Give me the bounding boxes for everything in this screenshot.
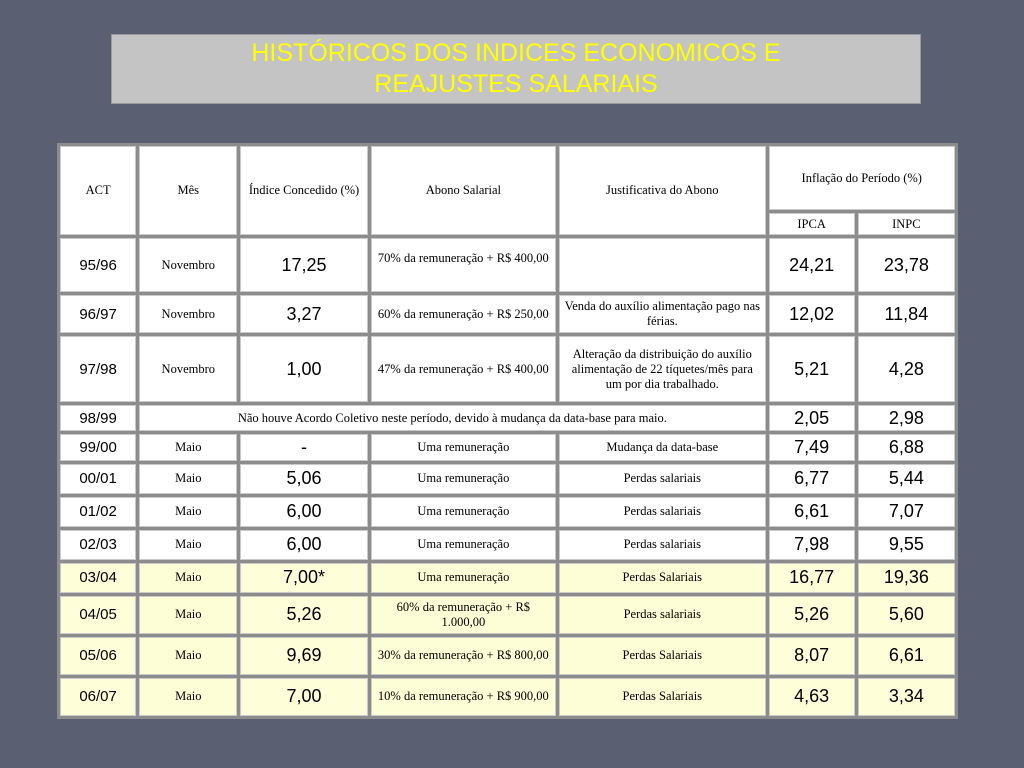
indices-table [57,143,958,719]
cell-justificativa: Perdas Salariais [559,637,765,675]
cell-inpc: 9,55 [858,530,955,560]
cell-justificativa: Perdas Salariais [559,563,765,593]
cell-act: 00/01 [60,464,136,494]
cell-ipca: 16,77 [769,563,855,593]
cell-indice: - [240,434,367,460]
table-row [60,405,955,431]
cell-indice: 6,00 [240,497,367,527]
cell-mes: Maio [139,434,237,460]
cell-abono: Uma remuneração [371,563,556,593]
cell-act: 97/98 [60,336,136,402]
cell-abono: Uma remuneração [371,530,556,560]
table-row [60,464,955,494]
cell-indice: 1,00 [240,336,367,402]
cell-act: 01/02 [60,497,136,527]
cell-justificativa: Perdas salariais [559,497,765,527]
cell-justificativa: Venda do auxílio alimentação pago nas férias. [559,295,765,333]
title-box [111,34,921,104]
cell-abono: 70% da remuneração + R$ 400,00 [371,238,556,292]
cell-indice: 7,00 [240,678,367,716]
cell-justificativa: Perdas Salariais [559,678,765,716]
cell-inpc: 5,44 [858,464,955,494]
cell-act: 95/96 [60,238,136,292]
cell-justificativa: Perdas salariais [559,596,765,634]
cell-mes: Maio [139,596,237,634]
cell-inpc: 3,34 [858,678,955,716]
table-row-highlighted [60,637,955,675]
header-inpc: INPC [858,213,955,235]
table-row [60,295,955,333]
cell-inpc: 19,36 [858,563,955,593]
cell-inpc: 23,78 [858,238,955,292]
cell-act: 96/97 [60,295,136,333]
cell-inpc: 2,98 [858,405,955,431]
cell-ipca: 4,63 [769,678,855,716]
cell-inpc: 7,07 [858,497,955,527]
table-row-highlighted [60,596,955,634]
cell-indice: 6,00 [240,530,367,560]
cell-abono: 30% da remuneração + R$ 800,00 [371,637,556,675]
cell-mes: Novembro [139,238,237,292]
page-title: HISTÓRICOS DOS INDICES ECONOMICOS E REAJUSTES SALARIAIS [251,39,781,98]
table-row [60,530,955,560]
header-inflacao: Inflação do Período (%) [769,146,955,210]
table-container [57,143,958,719]
cell-justificativa: Perdas salariais [559,530,765,560]
cell-abono: 60% da remuneração + R$ 250,00 [371,295,556,333]
cell-mes: Maio [139,637,237,675]
cell-inpc: 6,88 [858,434,955,460]
cell-abono: 60% da remuneração + R$ 1.000,00 [371,596,556,634]
cell-mes: Maio [139,563,237,593]
cell-mes: Maio [139,678,237,716]
header-ipca: IPCA [769,213,855,235]
cell-act: 06/07 [60,678,136,716]
header-mes: Mês [139,146,237,235]
table-row-highlighted [60,563,955,593]
cell-ipca: 6,61 [769,497,855,527]
cell-abono: 10% da remuneração + R$ 900,00 [371,678,556,716]
cell-inpc: 5,60 [858,596,955,634]
cell-ipca: 2,05 [769,405,855,431]
cell-justificativa: Alteração da distribuição do auxílio alimentação de 22 tíquetes/mês para um por dia trabalhado. [559,336,765,402]
header-justificativa: Justificativa do Abono [559,146,765,235]
cell-act: 03/04 [60,563,136,593]
cell-ipca: 5,21 [769,336,855,402]
cell-act: 99/00 [60,434,136,460]
table-row-highlighted [60,678,955,716]
cell-act: 04/05 [60,596,136,634]
cell-indice: 5,06 [240,464,367,494]
cell-indice: 7,00* [240,563,367,593]
cell-justificativa [559,238,765,292]
cell-indice: 9,69 [240,637,367,675]
header-abono: Abono Salarial [371,146,556,235]
cell-inpc: 11,84 [858,295,955,333]
cell-mes: Novembro [139,336,237,402]
table-row [60,497,955,527]
cell-ipca: 6,77 [769,464,855,494]
cell-ipca: 8,07 [769,637,855,675]
cell-abono: 47% da remuneração + R$ 400,00 [371,336,556,402]
cell-ipca: 7,98 [769,530,855,560]
cell-act: 05/06 [60,637,136,675]
header-indice: Índice Concedido (%) [240,146,367,235]
table-row [60,238,955,292]
cell-abono: Uma remuneração [371,497,556,527]
header-act: ACT [60,146,136,235]
cell-mes: Maio [139,530,237,560]
cell-indice: 5,26 [240,596,367,634]
cell-mes: Maio [139,497,237,527]
cell-ipca: 12,02 [769,295,855,333]
cell-indice: 3,27 [240,295,367,333]
cell-ipca: 5,26 [769,596,855,634]
cell-abono: Uma remuneração [371,464,556,494]
cell-justificativa: Mudança da data-base [559,434,765,460]
cell-note: Não houve Acordo Coletivo neste período, devido à mudança da data-base para maio. [139,405,765,431]
table-row [60,336,955,402]
cell-mes: Novembro [139,295,237,333]
cell-mes: Maio [139,464,237,494]
cell-ipca: 7,49 [769,434,855,460]
cell-inpc: 6,61 [858,637,955,675]
header-row [60,146,955,210]
cell-justificativa: Perdas salariais [559,464,765,494]
table-row [60,434,955,460]
cell-act: 98/99 [60,405,136,431]
cell-abono: Uma remuneração [371,434,556,460]
cell-indice: 17,25 [240,238,367,292]
cell-ipca: 24,21 [769,238,855,292]
cell-act: 02/03 [60,530,136,560]
cell-inpc: 4,28 [858,336,955,402]
